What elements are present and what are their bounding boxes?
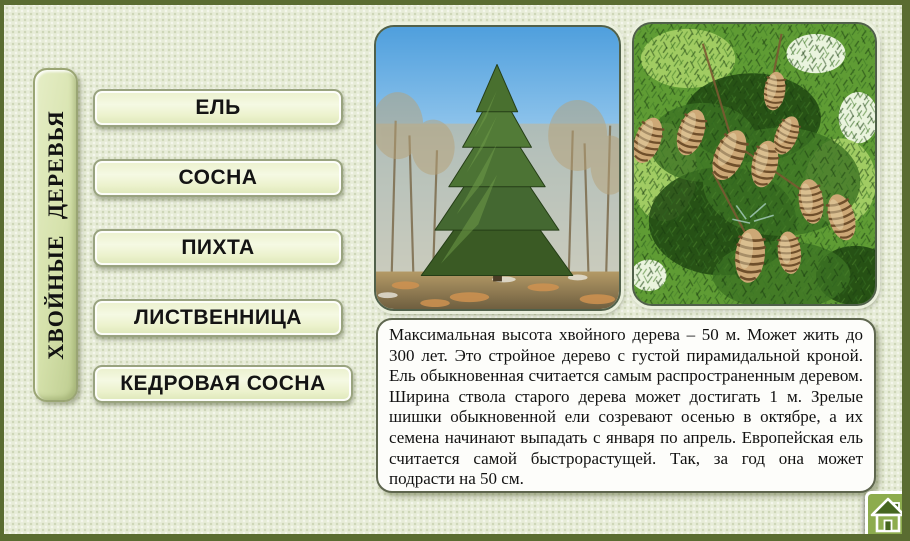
tree-button-el[interactable]: ЕЛЬ: [93, 89, 343, 127]
tree-button-kedrovaya-sosna[interactable]: КЕДРОВАЯ СОСНА: [93, 365, 353, 403]
home-icon: [865, 491, 910, 541]
topic-tab-label: ХВОЙНЫЕ ДЕРЕВЬЯ: [42, 110, 68, 360]
topic-tab: [33, 68, 78, 402]
tree-button-pihta[interactable]: ПИХТА: [93, 229, 343, 267]
description-text: Максимальная высота хвойного дерева – 50 м. Может жить до 300 лет. Это стройное дерево с густой пирамидальной кроной. Ель обыкновенная считается самым распространенным деревом. Ширина ствола старого дерева может достигать 1 м. Зрелые шишки обыкновенной ели созревают осенью в октябре, а их семена начинают выпадать с января по апрель. Европейская ель считается самой быстрорастущей. Так, за год она может подрасти на 50 см.: [389, 325, 863, 489]
spruce-tree-photo: [374, 25, 621, 311]
tree-button-sosna[interactable]: СОСНА: [93, 159, 343, 197]
home-button[interactable]: [865, 491, 910, 541]
spruce-branches-cones-photo: [632, 22, 877, 306]
description-panel: [376, 318, 876, 493]
tree-button-listvennitsa[interactable]: ЛИСТВЕННИЦА: [93, 299, 343, 337]
